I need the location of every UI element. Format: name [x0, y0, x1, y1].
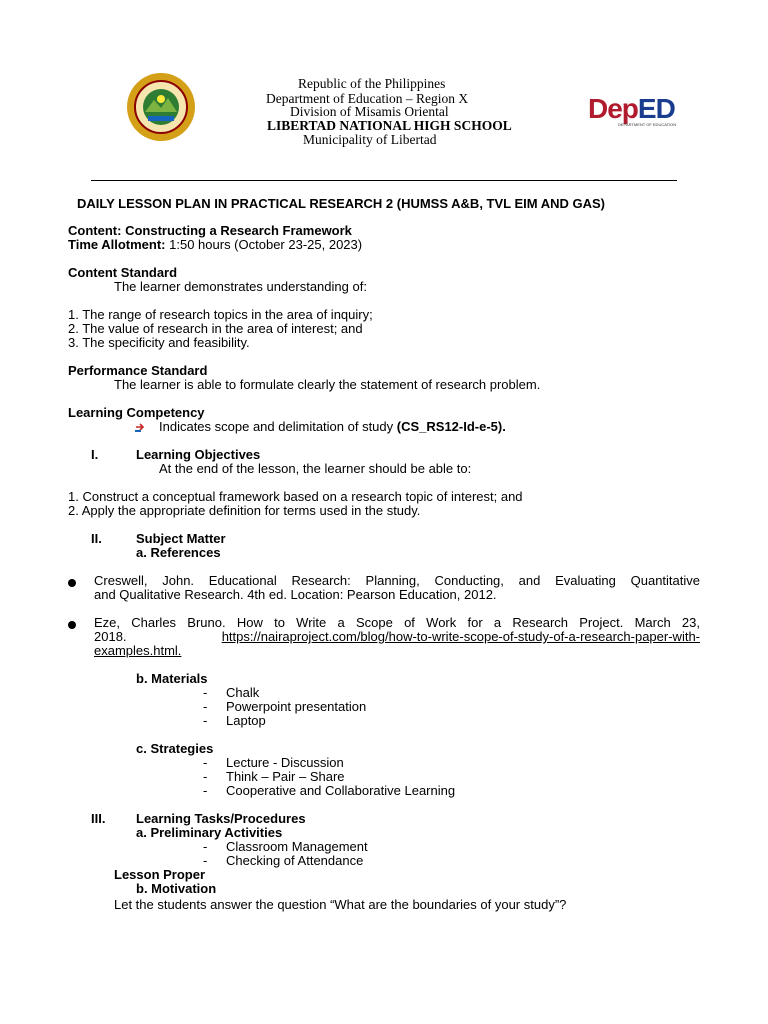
preliminary-item: Checking of Attendance [226, 853, 364, 868]
content-standard-heading: Content Standard [68, 265, 178, 280]
time-allotment-label: Time Allotment: [68, 237, 166, 252]
performance-standard-heading: Performance Standard [68, 363, 208, 378]
learning-competency-line [159, 420, 506, 434]
preliminary-dash: - [203, 853, 208, 868]
strategy-dash: - [203, 769, 208, 784]
strategy-item: Cooperative and Collaborative Learning [226, 783, 456, 798]
motivation-heading: b. Motivation [136, 881, 217, 896]
lesson-proper-heading: Lesson Proper [114, 867, 206, 882]
strategy-item: Lecture - Discussion [226, 755, 344, 770]
header-department: Department of Education – Region X [266, 91, 469, 106]
material-item: Powerpoint presentation [226, 699, 367, 714]
strategy-item: Think – Pair – Share [226, 769, 345, 784]
objectives-numeral: I. [91, 447, 99, 462]
objectives-intro: At the end of the lesson, the learner should be able to: [159, 461, 472, 476]
reference-line [94, 630, 700, 644]
reference-line: and Qualitative Research. 4th ed. Location: Pearson Education, 2012. [94, 587, 497, 602]
content-line [68, 224, 352, 238]
time-allotment-value: 1:50 hours (October 23-25, 2023) [169, 237, 363, 252]
arrow-bullet-icon [135, 422, 147, 432]
content-value: Constructing a Research Framework [125, 223, 352, 238]
tasks-numeral: III. [91, 811, 106, 826]
preliminary-heading: a. Preliminary Activities [136, 825, 283, 840]
material-item: Laptop [226, 713, 266, 728]
tasks-heading: Learning Tasks/Procedures [136, 811, 306, 826]
content-label: Content: [68, 223, 122, 238]
objectives-heading: Learning Objectives [136, 447, 261, 462]
material-dash: - [203, 685, 208, 700]
reference-link-continued[interactable]: examples.html. [94, 643, 182, 658]
material-dash: - [203, 699, 208, 714]
header-divider [91, 180, 677, 181]
objective-item: 2. Apply the appropriate definition for terms used in the study. [68, 503, 421, 518]
materials-heading: b. Materials [136, 671, 208, 686]
strategies-heading: c. Strategies [136, 741, 214, 756]
reference-link[interactable]: https://nairaproject.com/blog/how-to-write-scope-of-study-of-a-research-paper-with- [221, 629, 700, 644]
deped-logo [588, 94, 688, 134]
content-standard-item: 3. The specificity and feasibility. [68, 335, 250, 350]
strategy-dash: - [203, 755, 208, 770]
reference-item [94, 574, 700, 602]
content-standard-item: 1. The range of research topics in the area of inquiry; [68, 307, 373, 322]
performance-standard-text: The learner is able to formulate clearly the statement of research problem. [114, 377, 541, 392]
header-school-name: LIBERTAD NATIONAL HIGH SCHOOL [267, 118, 512, 133]
reference-item [94, 616, 700, 658]
material-item: Chalk [226, 685, 260, 700]
learning-competency-code: (CS_RS12-Id-e-5). [396, 419, 506, 434]
reference-year: 2018. [94, 629, 127, 644]
reference-bullet-icon [68, 621, 76, 629]
motivation-text: Let the students answer the question “What are the boundaries of your study”? [114, 897, 567, 912]
subject-matter-numeral: II. [91, 531, 102, 546]
deped-logo-text: DepED [588, 93, 675, 124]
content-standard-item: 2. The value of research in the area of interest; and [68, 321, 363, 336]
reference-line: Eze, Charles Bruno. How to Write a Scope of Work for a Research Project. March 23, [94, 615, 700, 630]
header-municipality: Municipality of Libertad [303, 132, 437, 147]
header-division: Division of Misamis Oriental [290, 104, 449, 119]
objective-item: 1. Construct a conceptual framework based on a research topic of interest; and [68, 489, 523, 504]
time-allotment-line [68, 238, 362, 252]
material-dash: - [203, 713, 208, 728]
preliminary-dash: - [203, 839, 208, 854]
deped-logo-subtext: DEPARTMENT OF EDUCATION [618, 122, 677, 127]
content-standard-intro: The learner demonstrates understanding of: [114, 279, 367, 294]
learning-competency-text: Indicates scope and delimitation of study [159, 419, 394, 434]
preliminary-item: Classroom Management [226, 839, 368, 854]
school-seal-logo [126, 72, 196, 142]
subject-matter-heading: Subject Matter [136, 531, 226, 546]
strategy-dash: - [203, 783, 208, 798]
learning-competency-heading: Learning Competency [68, 405, 205, 420]
reference-bullet-icon [68, 579, 76, 587]
header-republic: Republic of the Philippines [298, 76, 446, 91]
page-title: DAILY LESSON PLAN IN PRACTICAL RESEARCH 2 (HUMSS A&B, TVL EIM AND GAS) [77, 196, 605, 211]
reference-line: Creswell, John. Educational Research: Planning, Conducting, and Evaluating Quantitative [94, 573, 700, 588]
references-heading: a. References [136, 545, 221, 560]
